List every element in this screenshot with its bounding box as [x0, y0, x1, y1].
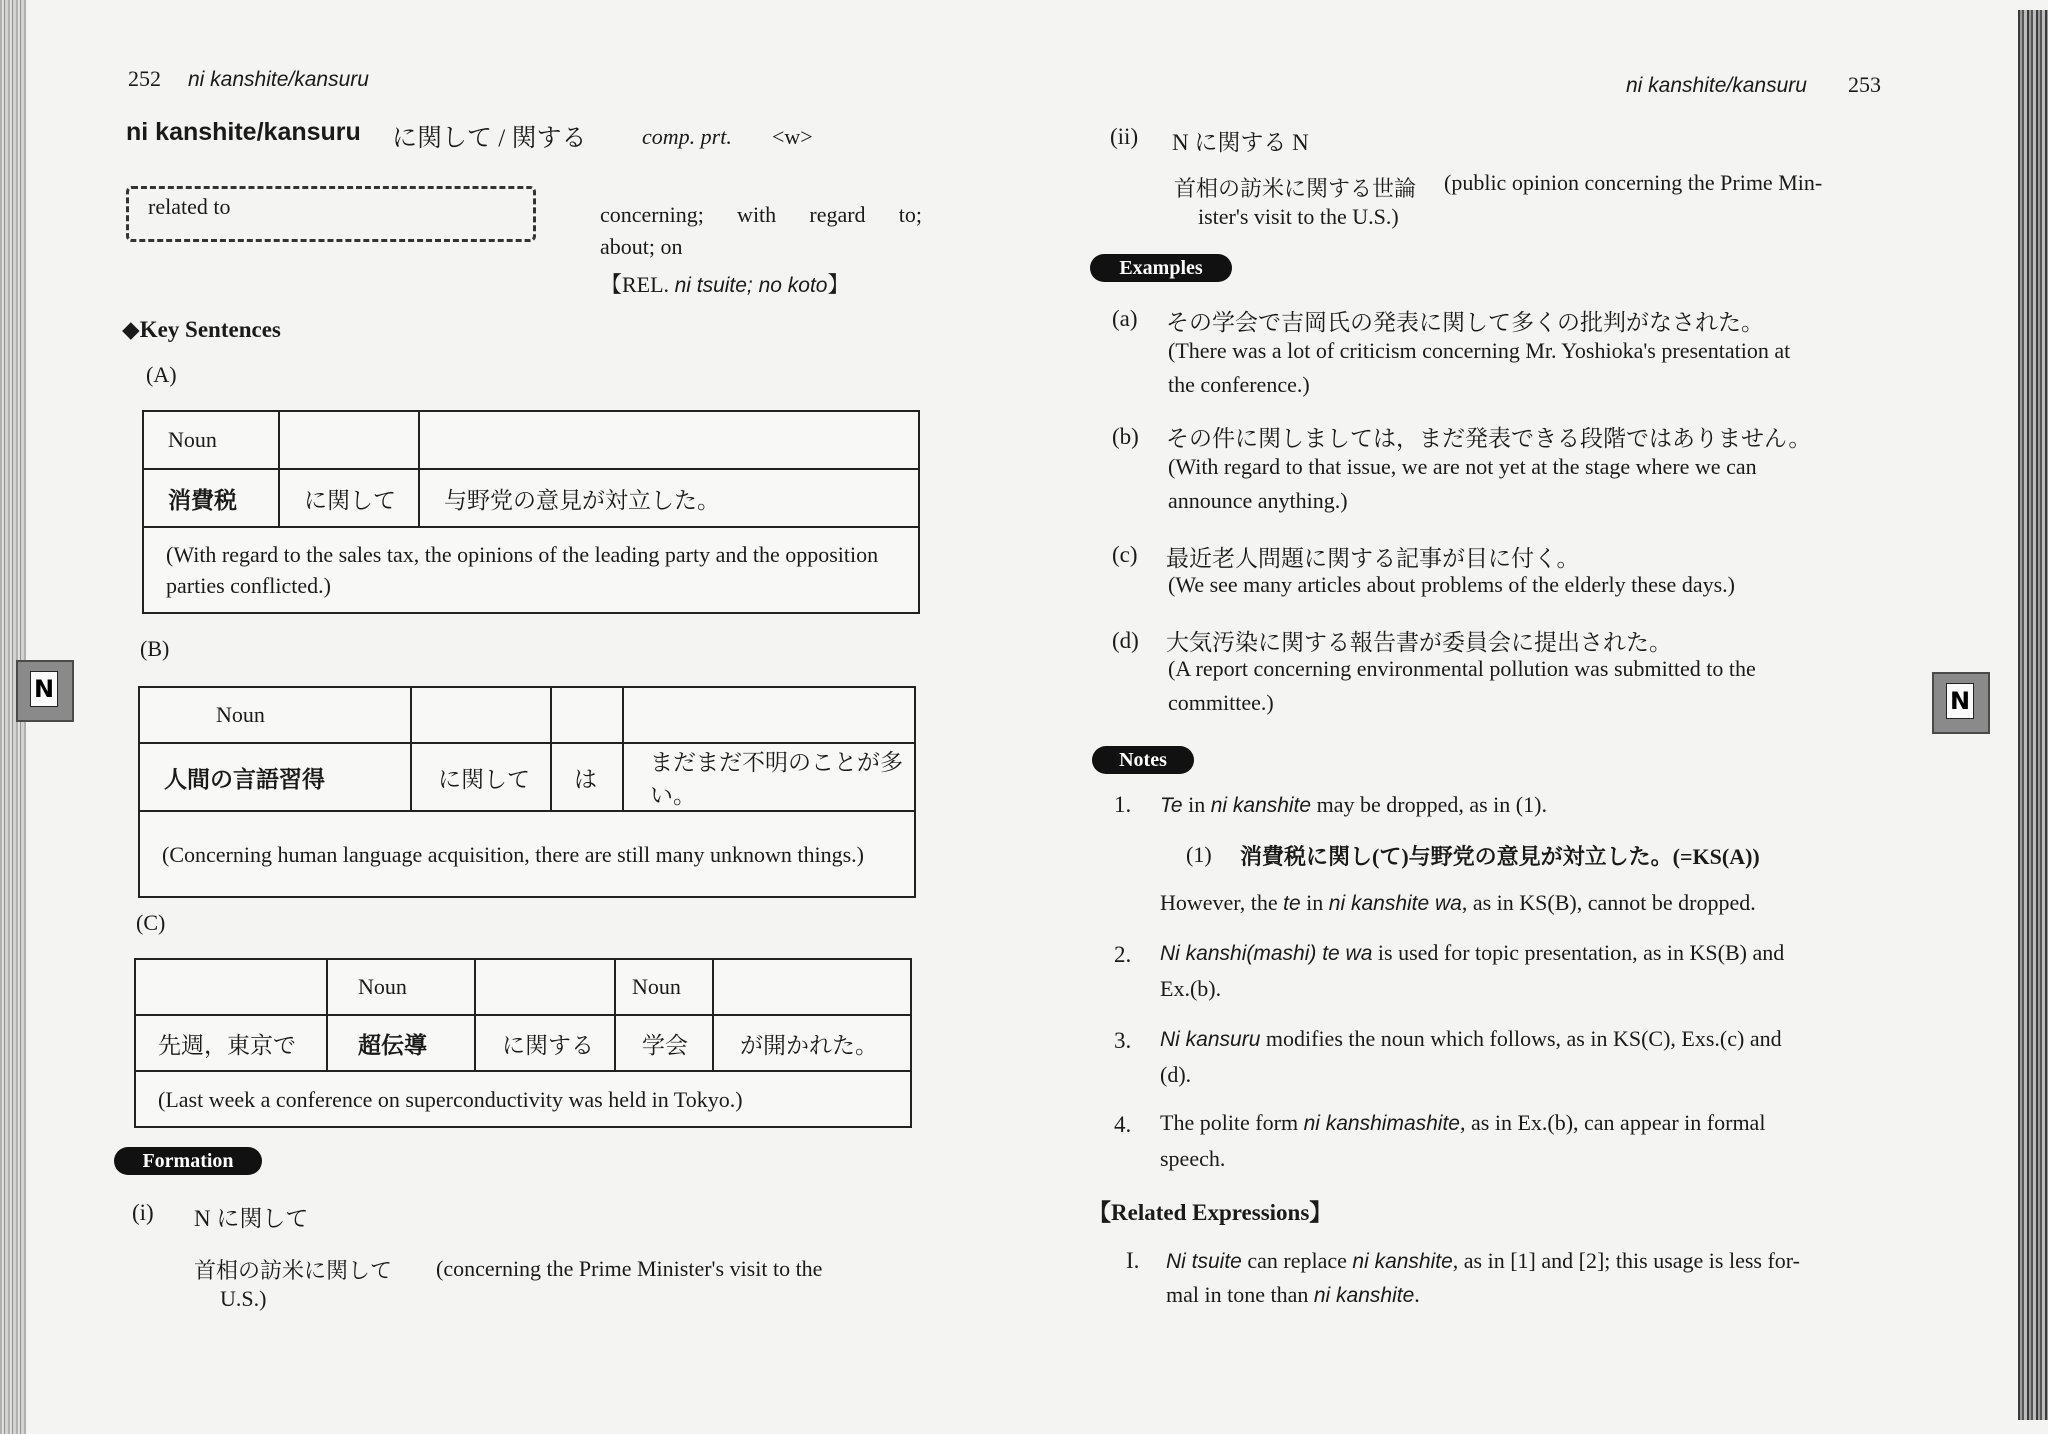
- note-2-text: [1160, 940, 1784, 966]
- related-1-text-cont: [1166, 1282, 1420, 1308]
- text: in: [1182, 792, 1211, 817]
- text: , as in [1] and [2]; this usage is less for-: [1452, 1248, 1801, 1273]
- related-expressions-heading: 【Related Expressions】: [1088, 1200, 1333, 1225]
- text: may be dropped, as in (1).: [1311, 792, 1547, 817]
- term: te: [1283, 892, 1301, 915]
- example-translation-cont: committee.): [1168, 690, 1274, 715]
- thumb-index-tab-right: [1932, 672, 1990, 734]
- note-4-text-cont: speech.: [1160, 1146, 1226, 1171]
- notes-label: Notes: [1092, 746, 1194, 774]
- header-cell: Noun: [139, 687, 411, 743]
- header-cell: Noun: [143, 411, 279, 469]
- translation-cell: (Concerning human language acquisition, there are still many unknown things.): [139, 811, 915, 897]
- examples-label: Examples: [1090, 254, 1232, 282]
- header-cell: Noun: [327, 959, 475, 1015]
- particle-cell: に関して: [279, 469, 419, 527]
- note-number: 4.: [1114, 1112, 1132, 1137]
- thumb-index-tab-left: [16, 660, 74, 722]
- formation-ii-example-jp: 首相の訪米に関する世論: [1174, 176, 1417, 201]
- formation-i-label: (i): [132, 1200, 154, 1225]
- term: Te: [1160, 794, 1183, 817]
- particle-cell: に関する: [475, 1015, 615, 1071]
- note-number: 2.: [1114, 942, 1132, 967]
- text: The polite form: [1160, 1110, 1304, 1135]
- formation-i-pattern: N に関して: [194, 1206, 309, 1231]
- term: Ni kansuru: [1160, 1028, 1261, 1051]
- formation-ii-example-en: (public opinion concerning the Prime Min-: [1444, 170, 1823, 195]
- ks-c-label: (C): [136, 910, 166, 935]
- translation-cell: (With regard to the sales tax, the opinions of the leading party and the opposition parties conflicted.): [143, 527, 919, 613]
- example-translation: (A report concerning environmental pollution was submitted to the: [1168, 656, 1756, 681]
- example-label: (c): [1112, 542, 1138, 567]
- related-1-text: [1166, 1248, 1800, 1274]
- note-4-text: [1160, 1110, 1765, 1136]
- part-of-speech: comp. prt.: [642, 124, 732, 149]
- text: , as in KS(B), cannot be dropped.: [1461, 890, 1756, 915]
- text: is used for topic presentation, as in KS(B) and: [1372, 940, 1785, 965]
- header-cell: [135, 959, 327, 1015]
- note-1-sub-label: (1): [1186, 842, 1212, 867]
- note-3-text-cont: (d).: [1160, 1062, 1192, 1087]
- time-place-cell: 先週，東京で: [135, 1015, 327, 1071]
- particle-cell: に関して: [411, 743, 551, 811]
- entry-title-japanese: に関して / 関する: [392, 125, 587, 152]
- meaning-line-1: concerning; with regard to;: [600, 202, 922, 227]
- note-2-text-cont: Ex.(b).: [1160, 976, 1222, 1001]
- header-cell: [475, 959, 615, 1015]
- term: ni kanshite: [1352, 1250, 1453, 1273]
- term: Ni kanshi(mashi) te wa: [1160, 942, 1373, 965]
- formation-i-example-en-2: U.S.): [220, 1286, 267, 1311]
- rel-items: ni tsuite; no koto: [674, 274, 828, 297]
- ks-a-label: (A): [146, 362, 177, 387]
- related-entries: [600, 268, 850, 299]
- tab-letter: N: [1946, 683, 1974, 719]
- related-number: I.: [1126, 1248, 1140, 1273]
- text: However, the: [1160, 890, 1284, 915]
- term: ni kanshite: [1313, 1284, 1415, 1307]
- header-cell: [411, 687, 551, 743]
- formation-ii-pattern: N に関する N: [1172, 130, 1309, 155]
- note-3-text: [1160, 1026, 1782, 1052]
- ks-a-table: [142, 410, 920, 614]
- header-cell: [713, 959, 911, 1015]
- related-to-label: related to: [148, 194, 231, 219]
- text: in: [1300, 890, 1329, 915]
- example-japanese: その学会で吉岡氏の発表に関して多くの批判がなされた。: [1166, 310, 1764, 335]
- note-1-followup: [1160, 890, 1756, 916]
- text: .: [1414, 1282, 1420, 1307]
- noun-cell: 超伝導: [327, 1015, 475, 1071]
- text: can replace: [1241, 1248, 1353, 1273]
- noun-cell: 消費税: [143, 469, 279, 527]
- entry-title: ni kanshite/kansuru: [126, 118, 361, 146]
- header-cell: Noun: [615, 959, 713, 1015]
- term: Ni tsuite: [1166, 1250, 1242, 1273]
- predicate-cell: が開かれた。: [713, 1015, 911, 1071]
- term: ni kanshite: [1210, 794, 1312, 817]
- example-translation-cont: announce anything.): [1168, 488, 1348, 513]
- ks-b-table: [138, 686, 916, 898]
- tab-letter: N: [30, 671, 58, 707]
- note-number: 3.: [1114, 1028, 1132, 1053]
- header-cell: [551, 687, 623, 743]
- rel-close: 】: [827, 272, 850, 297]
- rel-open: 【REL.: [600, 272, 670, 297]
- example-translation: (We see many articles about problems of the elderly these days.): [1168, 572, 1735, 597]
- term: ni kanshimashite: [1303, 1112, 1460, 1135]
- predicate-cell: まだまだ不明のことが多い。: [623, 743, 915, 811]
- formation-ii-label: (ii): [1110, 124, 1139, 149]
- text: mal in tone than: [1166, 1282, 1314, 1307]
- text: modifies the noun which follows, as in KS(C), Exs.(c) and: [1260, 1026, 1782, 1051]
- running-head: ni kanshite/kansuru: [1626, 74, 1807, 97]
- formation-i-example-en: (concerning the Prime Minister's visit to the: [436, 1256, 823, 1281]
- example-label: (d): [1112, 628, 1139, 653]
- running-head: ni kanshite/kansuru: [188, 68, 369, 91]
- header-cell: [623, 687, 915, 743]
- text: , as in Ex.(b), can appear in formal: [1460, 1110, 1766, 1135]
- example-label: (a): [1112, 306, 1138, 331]
- page-number: 253: [1848, 72, 1881, 97]
- ks-c-table: [134, 958, 912, 1128]
- formation-label: Formation: [114, 1147, 262, 1175]
- example-translation-cont: the conference.): [1168, 372, 1310, 397]
- noun-cell: 学会: [615, 1015, 713, 1071]
- translation-cell: (Last week a conference on superconductivity was held in Tokyo.): [135, 1071, 911, 1127]
- formation-i-example-jp: 首相の訪米に関して: [194, 1258, 393, 1283]
- key-sentences-heading: ◆Key Sentences: [122, 317, 281, 342]
- register-tag: <w>: [772, 124, 813, 149]
- ks-b-label: (B): [140, 636, 170, 661]
- topic-particle-cell: は: [551, 743, 623, 811]
- example-japanese: 大気汚染に関する報告書が委員会に提出された。: [1166, 630, 1672, 655]
- header-cell: [419, 411, 919, 469]
- example-japanese: 最近老人問題に関する記事が目に付く。: [1166, 546, 1580, 571]
- example-label: (b): [1112, 424, 1139, 449]
- predicate-cell: 与野党の意見が対立した。: [419, 469, 919, 527]
- formation-ii-example-en-2: ister's visit to the U.S.): [1198, 204, 1399, 229]
- noun-cell: 人間の言語習得: [139, 743, 411, 811]
- right-binding-edge: [2018, 10, 2048, 1420]
- note-number: 1.: [1114, 792, 1132, 817]
- example-translation: (With regard to that issue, we are not yet at the stage where we can: [1168, 454, 1757, 479]
- note-1-sub-japanese: 消費税に関し(て)与野党の意見が対立した。(=KS(A)): [1240, 844, 1760, 869]
- page-number: 252: [128, 66, 161, 91]
- header-cell: [279, 411, 419, 469]
- note-1-text: [1160, 792, 1547, 818]
- meaning-line-2: about; on: [600, 234, 683, 259]
- term: ni kanshite wa: [1328, 892, 1462, 915]
- example-japanese: その件に関しましては，まだ発表できる段階ではありません。: [1166, 426, 1812, 451]
- example-translation: (There was a lot of criticism concerning Mr. Yoshioka's presentation at: [1168, 338, 1791, 363]
